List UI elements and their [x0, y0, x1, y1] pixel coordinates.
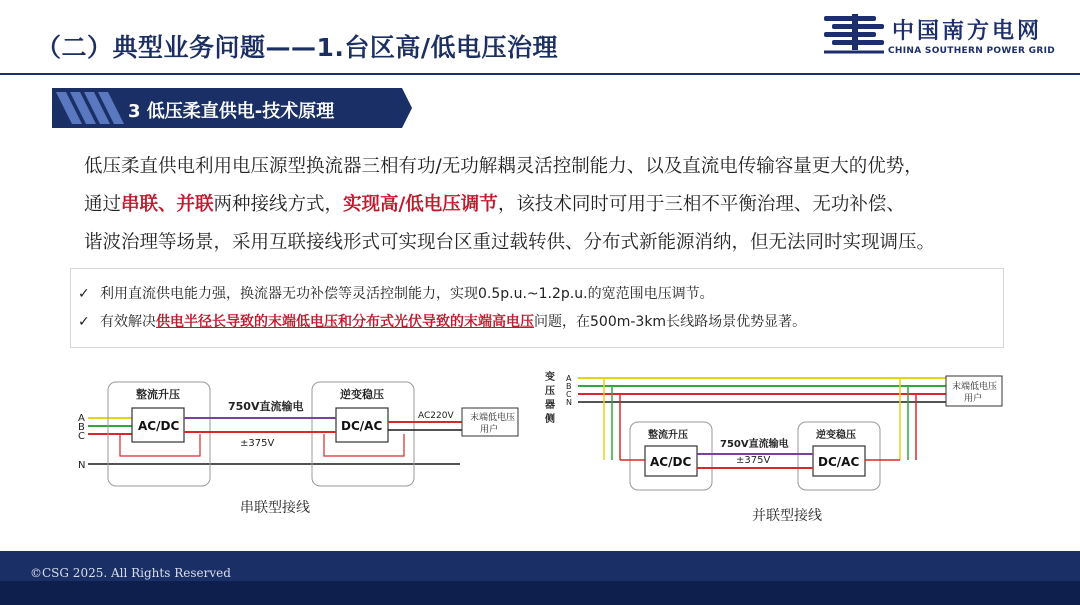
title-divider	[0, 73, 1080, 75]
series-caption: 串联型接线	[240, 500, 310, 516]
body-text: 两种接线方式，	[213, 194, 344, 215]
phase-label: B	[78, 422, 85, 433]
wiring-diagrams	[0, 360, 1080, 540]
note-item-2	[78, 311, 806, 331]
dc-voltage-label: ±375V	[736, 455, 771, 466]
user-label: 末端低电压	[470, 413, 516, 423]
highlight-text: 串联、并联	[121, 194, 214, 215]
phase-label: N	[566, 398, 572, 407]
page-title: （二）典型业务问题——1.台区高/低电压治理	[36, 33, 559, 62]
phase-label: A	[78, 413, 85, 424]
dc-link-label: 750V直流输电	[228, 400, 304, 413]
user-label: 用户	[964, 394, 983, 404]
inverter-title: 逆变稳压	[816, 430, 856, 441]
body-line-3: 谐波治理等场景，采用互联接线形式可实现台区重过载转供、分布式新能源消纳，但无法同时实现调压。	[84, 232, 936, 253]
body-line-1: 低压柔直供电利用电压源型换流器三相有功/无功解耦灵活控制能力、以及直流电传输容量更大的优势，	[84, 156, 923, 177]
check-icon: ✓	[78, 314, 90, 330]
inverter-label: DC/AC	[818, 455, 860, 469]
parallel-caption: 并联型接线	[752, 508, 822, 524]
phase-label: C	[78, 431, 85, 442]
ac-out-label: AC220V	[418, 411, 454, 421]
copyright-text: ©CSG 2025. All Rights Reserved	[30, 566, 231, 580]
inverter-title: 逆变稳压	[340, 388, 384, 401]
rectifier-label: AC/DC	[650, 455, 692, 469]
note-box	[70, 268, 1004, 348]
user-label: 末端低电压	[952, 382, 998, 392]
note-text: 有效解决	[100, 314, 156, 330]
rectifier-title: 整流升压	[136, 388, 180, 401]
logo-text-cn: 中国南方电网	[892, 19, 1043, 44]
body-text: ，该技术同时可用于三相不平衡治理、无功补偿、	[497, 194, 905, 215]
highlight-text: 实现高/低电压调节	[343, 194, 498, 215]
note-item-1	[78, 283, 714, 303]
rectifier-title: 整流升压	[648, 430, 688, 441]
body-text: 通过	[84, 194, 122, 215]
phase-label: B	[566, 382, 572, 391]
check-icon: ✓	[78, 286, 90, 302]
phase-label: N	[78, 460, 86, 471]
dc-voltage-label: ±375V	[240, 438, 275, 449]
note-text: 问题，在500m-3km长线路场景优势显著。	[534, 314, 807, 330]
phase-label: A	[566, 374, 572, 383]
rectifier-label: AC/DC	[138, 419, 180, 433]
section-title: 3 低压柔直供电-技术原理	[128, 101, 335, 122]
transformer-side-label: 器	[545, 400, 555, 411]
note-text: 利用直流供电能力强，换流器无功补偿等灵活控制能力，实现0.5p.u.~1.2p.u.的宽范围电压调节。	[100, 286, 714, 302]
parallel-diagram	[578, 376, 1002, 490]
transformer-side-label: 变	[545, 372, 555, 383]
footer-bar-bottom	[0, 581, 1080, 605]
highlight-text: 供电半径长导致的末端低电压和分布式光伏导致的末端高电压	[156, 314, 534, 330]
inverter-label: DC/AC	[341, 419, 383, 433]
transformer-side-label: 侧	[545, 414, 555, 425]
user-label: 用户	[480, 425, 499, 435]
phase-label: C	[566, 390, 572, 399]
dc-link-label: 750V直流输电	[720, 439, 789, 450]
body-line-2	[84, 190, 905, 216]
transformer-side-label: 压	[545, 386, 555, 397]
logo-text-en: CHINA SOUTHERN POWER GRID	[888, 46, 1055, 56]
